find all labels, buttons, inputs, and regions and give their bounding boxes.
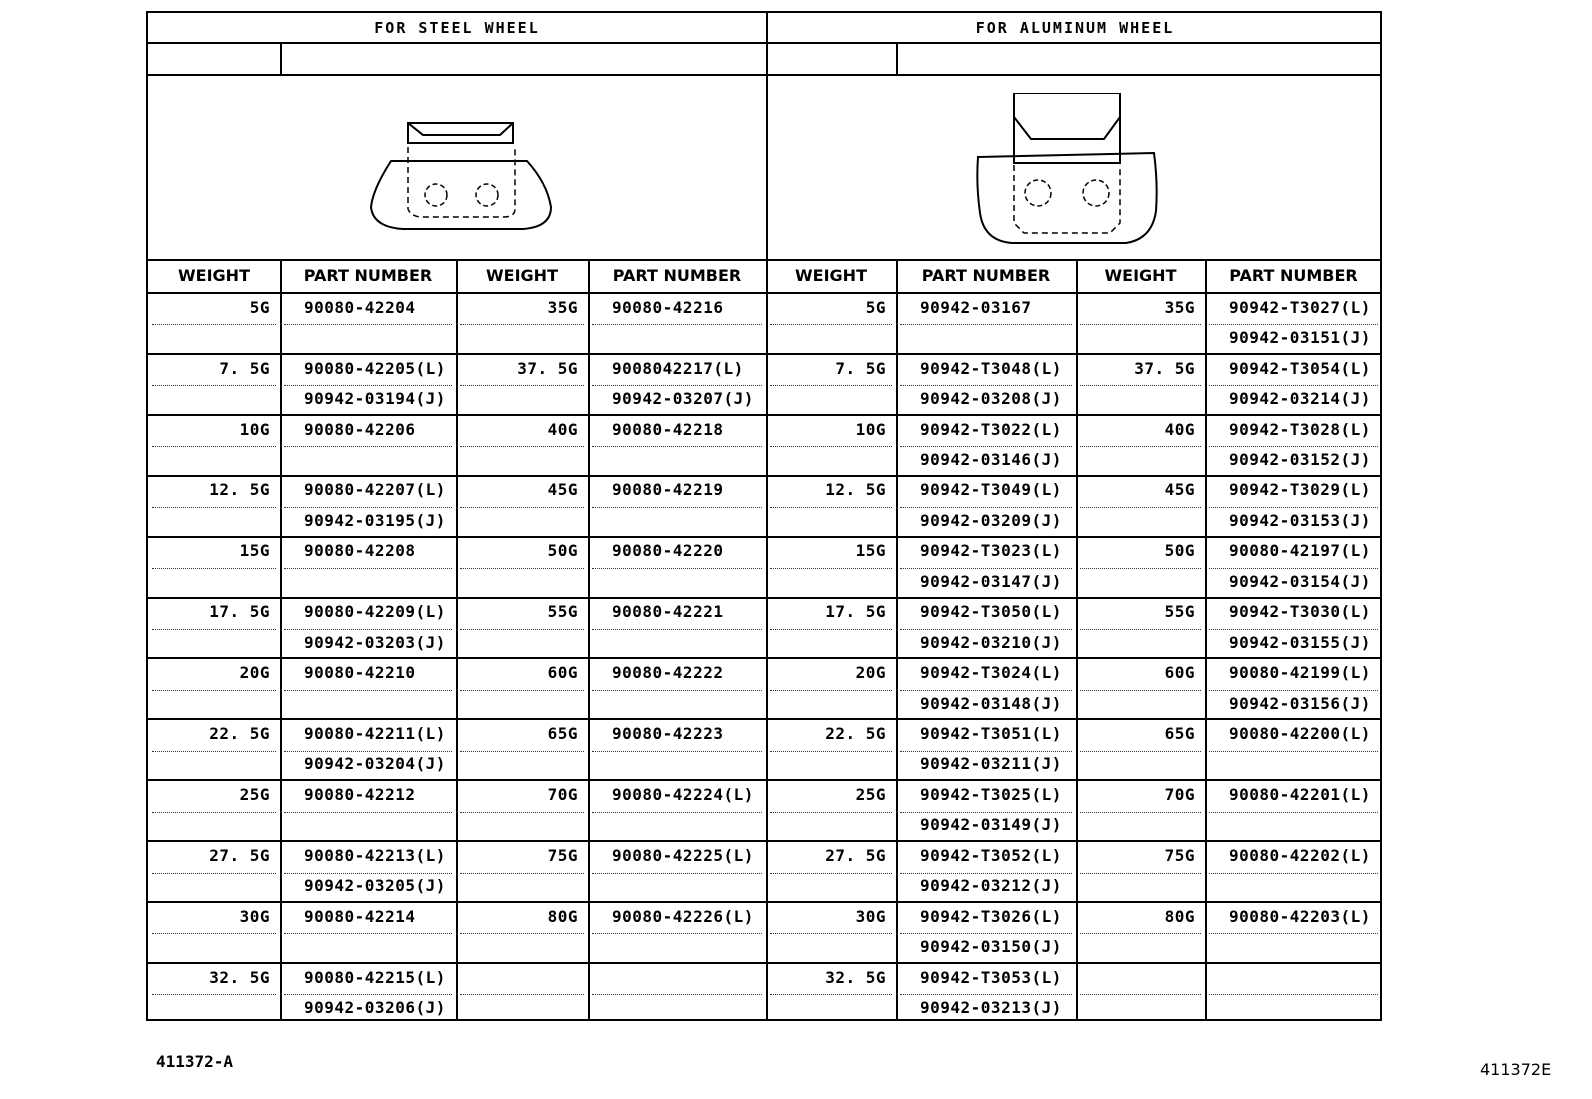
part-number: 90942-03214(J) — [1229, 389, 1371, 409]
part-number: 90942-03206(J) — [304, 998, 446, 1018]
part-number: 90080-42201(L) — [1229, 784, 1371, 804]
row-midline — [460, 873, 584, 874]
weight-value: 7. 5G — [835, 358, 886, 378]
row-midline — [1080, 446, 1201, 447]
part-number: 90942-03211(J) — [920, 754, 1062, 774]
row-midline — [1209, 751, 1378, 752]
row-midline — [592, 507, 762, 508]
weight-value: 15G — [855, 541, 886, 561]
row-midline — [460, 507, 584, 508]
part-number: 90080-42203(L) — [1229, 906, 1371, 926]
row-midline — [770, 873, 892, 874]
part-number: 90942-03212(J) — [920, 876, 1062, 896]
part-number: 90080-42208 — [304, 541, 416, 561]
row-midline — [592, 873, 762, 874]
part-number: 90080-42216 — [612, 297, 724, 317]
weight-value: 22. 5G — [209, 724, 270, 744]
weight-value: 55G — [1164, 602, 1195, 622]
part-number: 90080-42200(L) — [1229, 724, 1371, 744]
part-number: 90080-42222 — [612, 663, 724, 683]
weight-value: 20G — [855, 663, 886, 683]
row-midline — [152, 324, 276, 325]
row-midline — [1080, 507, 1201, 508]
part-number: 90080-42226(L) — [612, 906, 754, 926]
row-midline — [1080, 690, 1201, 691]
row-midline — [592, 751, 762, 752]
part-number: 90942-03147(J) — [920, 571, 1062, 591]
part-number-header: PART NUMBER — [612, 266, 742, 285]
part-number: 90942-T3022(L) — [920, 419, 1062, 439]
row-midline — [284, 690, 452, 691]
row-midline — [284, 324, 452, 325]
row-midline — [284, 812, 452, 813]
blank-row-divider — [148, 74, 1380, 76]
weight-value: 80G — [547, 906, 578, 926]
part-number: 90942-03208(J) — [920, 389, 1062, 409]
row-midline — [460, 446, 584, 447]
weight-value: 70G — [547, 784, 578, 804]
part-number-header: PART NUMBER — [303, 266, 433, 285]
row-midline — [1080, 994, 1201, 995]
row-midline — [592, 629, 762, 630]
weight-value: 70G — [1164, 784, 1195, 804]
part-number: 90942-T3029(L) — [1229, 480, 1371, 500]
row-midline — [592, 446, 762, 447]
weight-value: 27. 5G — [825, 845, 886, 865]
part-number: 90080-42220 — [612, 541, 724, 561]
row-midline — [770, 812, 892, 813]
part-number: 90080-42219 — [612, 480, 724, 500]
weight-header: WEIGHT — [1104, 266, 1177, 285]
row-midline — [152, 629, 276, 630]
weight-value: 40G — [547, 419, 578, 439]
row-midline — [770, 629, 892, 630]
part-number: 90942-T3049(L) — [920, 480, 1062, 500]
part-number: 90942-T3052(L) — [920, 845, 1062, 865]
part-number: 90080-42223 — [612, 724, 724, 744]
row-midline — [770, 446, 892, 447]
part-number: 90080-42202(L) — [1229, 845, 1371, 865]
row-midline — [770, 994, 892, 995]
weight-value: 12. 5G — [209, 480, 270, 500]
row-midline — [770, 568, 892, 569]
weight-value: 27. 5G — [209, 845, 270, 865]
part-number: 90942-T3051(L) — [920, 724, 1062, 744]
part-number: 90942-T3048(L) — [920, 358, 1062, 378]
row-midline — [152, 933, 276, 934]
weight-value: 10G — [239, 419, 270, 439]
row-midline — [1080, 933, 1201, 934]
row-midline — [460, 690, 584, 691]
part-number: 90942-03203(J) — [304, 632, 446, 652]
row-midline — [460, 324, 584, 325]
weight-header: WEIGHT — [178, 266, 250, 285]
weight-value: 30G — [855, 906, 886, 926]
row-midline — [770, 324, 892, 325]
weight-value: 65G — [547, 724, 578, 744]
weight-value: 17. 5G — [209, 602, 270, 622]
weight-value: 60G — [1164, 663, 1195, 683]
weight-value: 50G — [547, 541, 578, 561]
part-number: 90942-03155(J) — [1229, 632, 1371, 652]
title-divider — [148, 42, 1380, 44]
part-number: 90942-T3028(L) — [1229, 419, 1371, 439]
part-number: 90080-42225(L) — [612, 845, 754, 865]
part-number: 90080-42209(L) — [304, 602, 446, 622]
part-number: 90942-T3024(L) — [920, 663, 1062, 683]
row-midline — [900, 324, 1072, 325]
part-number: 90942-03149(J) — [920, 815, 1062, 835]
weight-value: 50G — [1164, 541, 1195, 561]
part-number: 9008042217(L) — [612, 358, 744, 378]
row-midline — [460, 994, 584, 995]
part-number: 90942-T3027(L) — [1229, 297, 1371, 317]
weight-value: 17. 5G — [825, 602, 886, 622]
row-midline — [1080, 385, 1201, 386]
part-number: 90942-T3023(L) — [920, 541, 1062, 561]
part-number: 90942-03210(J) — [920, 632, 1062, 652]
part-number: 90942-03209(J) — [920, 510, 1062, 530]
row-midline — [284, 446, 452, 447]
weight-value: 55G — [547, 602, 578, 622]
weight-value: 25G — [855, 784, 886, 804]
aluminum-wheel-weight-illustration — [976, 93, 1161, 248]
part-number: 90942-03213(J) — [920, 998, 1062, 1018]
row-midline — [284, 568, 452, 569]
part-number: 90080-42224(L) — [612, 784, 754, 804]
weight-header: WEIGHT — [486, 266, 558, 285]
weight-value: 12. 5G — [825, 480, 886, 500]
row-midline — [152, 751, 276, 752]
row-midline — [1080, 568, 1201, 569]
part-number: 90942-T3054(L) — [1229, 358, 1371, 378]
row-midline — [1209, 873, 1378, 874]
row-midline — [592, 324, 762, 325]
row-midline — [460, 629, 584, 630]
row-midline — [460, 751, 584, 752]
weight-value: 7. 5G — [219, 358, 270, 378]
weight-value: 20G — [239, 663, 270, 683]
weight-value: 37. 5G — [1134, 358, 1195, 378]
part-number: 90942-03204(J) — [304, 754, 446, 774]
row-midline — [1080, 324, 1201, 325]
weight-value: 75G — [1164, 845, 1195, 865]
row-midline — [770, 385, 892, 386]
part-number: 90942-03194(J) — [304, 389, 446, 409]
steel-wheel-weight-illustration — [363, 111, 558, 236]
row-midline — [152, 568, 276, 569]
part-number-header: PART NUMBER — [1229, 266, 1358, 285]
part-number: 90080-42210 — [304, 663, 416, 683]
part-number: 90080-42211(L) — [304, 724, 446, 744]
part-number: 90080-42206 — [304, 419, 416, 439]
row-midline — [770, 933, 892, 934]
row-midline — [770, 690, 892, 691]
row-midline — [152, 873, 276, 874]
row-midline — [1080, 812, 1201, 813]
part-number: 90080-42207(L) — [304, 480, 446, 500]
part-number: 90942-03151(J) — [1229, 328, 1371, 348]
row-midline — [592, 933, 762, 934]
row-midline — [1209, 933, 1378, 934]
row-midline — [1080, 873, 1201, 874]
weight-value: 32. 5G — [825, 967, 886, 987]
part-number: 90942-03152(J) — [1229, 449, 1371, 469]
weight-value: 32. 5G — [209, 967, 270, 987]
weight-value: 75G — [547, 845, 578, 865]
part-number: 90942-T3053(L) — [920, 967, 1062, 987]
figure-code-left: 411372-A — [156, 1052, 234, 1071]
row-midline — [460, 812, 584, 813]
part-number: 90942-03154(J) — [1229, 571, 1371, 591]
part-number: 90942-03156(J) — [1229, 693, 1371, 713]
weight-value: 5G — [865, 297, 886, 317]
row-midline — [152, 507, 276, 508]
figure-code-right: 411372E — [1480, 1060, 1552, 1079]
part-number: 90080-42221 — [612, 602, 724, 622]
weight-value: 40G — [1164, 419, 1195, 439]
weight-part-number-table — [146, 11, 1382, 1021]
part-number: 90942-03195(J) — [304, 510, 446, 530]
aluminum-wheel-title: FOR ALUMINUM WHEEL — [975, 19, 1175, 37]
row-midline — [152, 385, 276, 386]
part-number: 90080-42218 — [612, 419, 724, 439]
row-midline — [460, 933, 584, 934]
weight-value: 15G — [239, 541, 270, 561]
weight-value: 10G — [855, 419, 886, 439]
row-midline — [1209, 812, 1378, 813]
row-midline — [152, 812, 276, 813]
part-number: 90942-T3025(L) — [920, 784, 1062, 804]
row-midline — [1080, 751, 1201, 752]
part-number: 90942-T3030(L) — [1229, 602, 1371, 622]
weight-value: 35G — [547, 297, 578, 317]
weight-value: 37. 5G — [517, 358, 578, 378]
blank-row-divider-steel — [280, 42, 282, 74]
part-number: 90942-T3050(L) — [920, 602, 1062, 622]
row-midline — [592, 690, 762, 691]
weight-value: 60G — [547, 663, 578, 683]
weight-value: 35G — [1164, 297, 1195, 317]
row-midline — [592, 994, 762, 995]
part-number: 90942-03207(J) — [612, 389, 754, 409]
row-midline — [1080, 629, 1201, 630]
row-midline — [592, 812, 762, 813]
part-number: 90080-42215(L) — [304, 967, 446, 987]
part-number: 90080-42213(L) — [304, 845, 446, 865]
part-number: 90942-03153(J) — [1229, 510, 1371, 530]
row-midline — [284, 933, 452, 934]
part-number: 90942-03146(J) — [920, 449, 1062, 469]
weight-value: 45G — [1164, 480, 1195, 500]
weight-value: 5G — [249, 297, 270, 317]
weight-value: 65G — [1164, 724, 1195, 744]
part-number: 90942-03150(J) — [920, 937, 1062, 957]
part-number: 90080-42199(L) — [1229, 663, 1371, 683]
weight-value: 30G — [239, 906, 270, 926]
weight-value: 25G — [239, 784, 270, 804]
row-midline — [770, 507, 892, 508]
row-midline — [1209, 994, 1378, 995]
part-number-header: PART NUMBER — [921, 266, 1051, 285]
row-midline — [460, 385, 584, 386]
weight-value: 80G — [1164, 906, 1195, 926]
weight-header: WEIGHT — [795, 266, 867, 285]
row-midline — [770, 751, 892, 752]
part-number: 90080-42205(L) — [304, 358, 446, 378]
part-number: 90942-03167 — [920, 297, 1032, 317]
row-midline — [152, 690, 276, 691]
part-number: 90080-42197(L) — [1229, 541, 1371, 561]
part-number: 90942-03205(J) — [304, 876, 446, 896]
row-midline — [152, 994, 276, 995]
steel-wheel-title: FOR STEEL WHEEL — [374, 19, 540, 37]
row-midline — [592, 568, 762, 569]
blank-row-divider-aluminum — [896, 42, 898, 74]
part-number: 90080-42214 — [304, 906, 416, 926]
part-number: 90942-T3026(L) — [920, 906, 1062, 926]
row-midline — [460, 568, 584, 569]
part-number: 90080-42212 — [304, 784, 416, 804]
weight-value: 22. 5G — [825, 724, 886, 744]
weight-value: 45G — [547, 480, 578, 500]
row-midline — [152, 446, 276, 447]
part-number: 90080-42204 — [304, 297, 416, 317]
part-number: 90942-03148(J) — [920, 693, 1062, 713]
